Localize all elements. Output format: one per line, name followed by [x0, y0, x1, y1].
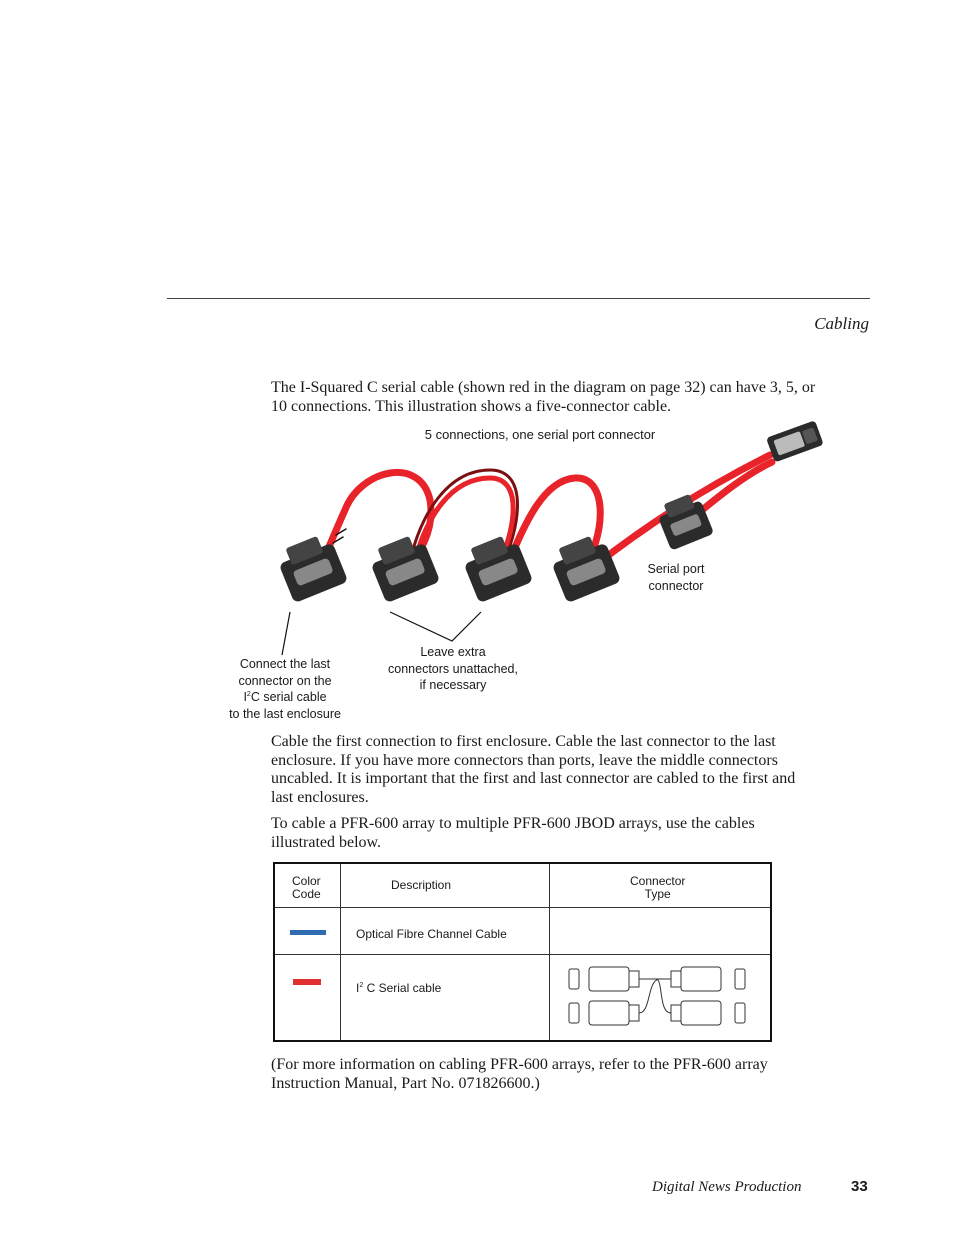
body-paragraph-jbod: To cable a PFR-600 array to multiple PFR-600 JBOD arrays, use the cables illustrated below.: [271, 815, 755, 851]
color-swatch-blue: [290, 930, 326, 935]
page-number: 33: [851, 1178, 868, 1195]
connector-2: [366, 531, 440, 603]
serial-port-connector: [766, 420, 824, 462]
color-swatch-red: [293, 979, 321, 985]
intro-paragraph: The I-Squared C serial cable (shown red in the diagram on page 32) can have 3, 5, or 10 connections. This illustration shows a five-connector cable.: [271, 379, 816, 415]
body-paragraph-more-info: (For more information on cabling PFR-600 arrays, refer to the PFR-600 array Instruction Manual, Part No. 071826600.): [271, 1056, 768, 1092]
connector-1: [274, 531, 348, 603]
diagram-title: 5 connections, one serial port connector: [424, 427, 656, 442]
header-description: Description: [391, 878, 452, 892]
cable-table: [273, 862, 772, 1042]
leader-leave: [390, 612, 481, 641]
connector-3: [459, 531, 533, 603]
footer-title: Digital News Production: [652, 1179, 802, 1195]
serial-port-label: Serial port connector: [647, 562, 705, 593]
row-description: Optical Fibre Channel Cable: [356, 927, 507, 941]
leader-last: [282, 612, 290, 655]
connector-4: [547, 531, 621, 603]
connector-5: [654, 491, 714, 551]
section-title: Cabling: [814, 314, 869, 333]
i2c-connector-illustration: [567, 961, 757, 1033]
body-paragraph-cable: Cable the first connection to first enclosure. Cable the last connector to the last enclosure. If you have more connectors than ports, leave the middle connectors uncabled. It is important that the first and last connector are cabled to the first and last enclosures.: [271, 733, 796, 806]
row-description: $I^2$ C Serial cable: [356, 981, 442, 995]
leave-connectors-label: Leave extra connectors unattached, if necessary: [388, 645, 518, 692]
header-connector-type: Connector Type: [630, 874, 686, 901]
last-connector-label: Connect the last connector on the $I^2C$ serial cable to the last enclosure: [229, 657, 341, 721]
header-color-code: Color Code: [292, 874, 321, 901]
